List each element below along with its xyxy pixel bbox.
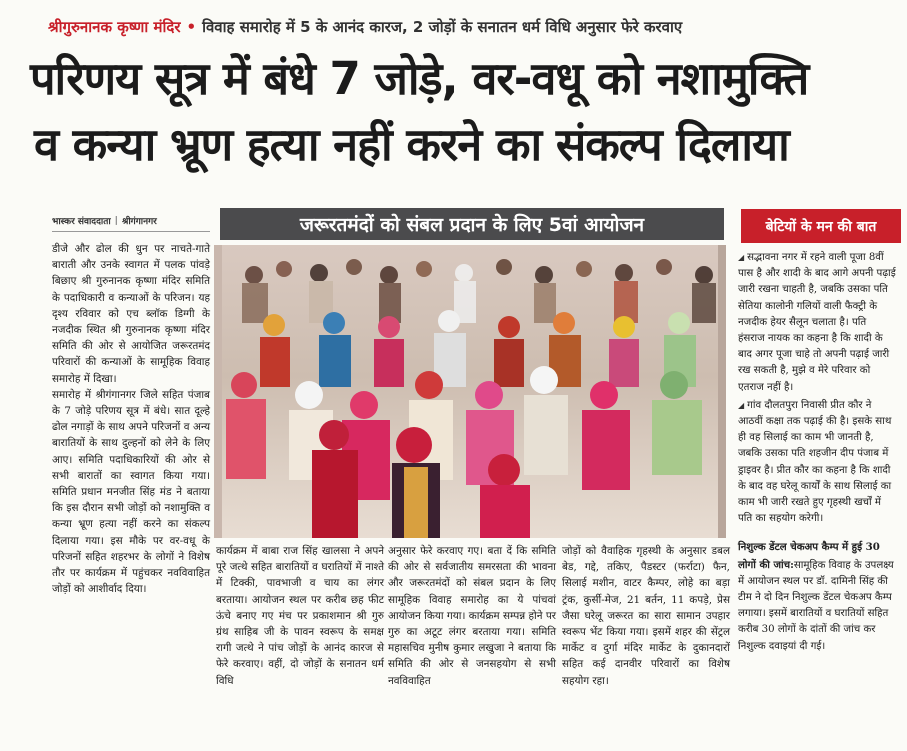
bullet-icon: ◢	[738, 400, 745, 410]
section-title-bar: जरूरतमंदों को संबल प्रदान के लिए 5वां आयोजन	[220, 208, 724, 240]
column-1-paragraph-2: समारोह में श्रीगंगानगर जिले सहित पंजाब के 7 जोड़े परिणय सूत्र में बंधे। सात दूल्हे ढोल नगाड़ों के साथ अपने परिजनों व अन्य बारातियों के साथ दुल्हनों को लेने के लिए आए। समिति पदाधिकारियों की ओर से सभी बारातों का स्वागत किया गया। समिति प्रधान मनजीत सिंह मंड ने बताया कि इस दौरान सभी जोड़ों को नशामुक्ति व कन्या भ्रूण हत्या नहीं करने का संकल्प दिलाया गया। इस मौके पर वर-वधू के परिजनों सहित शहरभर के लोगों ने विशेष तौर पर कार्यक्रम में पहुंचकर नवविवाहित जोड़ों को आशीर्वाद दिया।	[52, 388, 210, 596]
article-column-1	[52, 241, 210, 597]
headline-line-1: परिणय सूत्र में बंधे 7 जोड़े, वर-वधू को नशामुक्ति	[30, 52, 809, 105]
kicker-text: विवाह समारोह में 5 के आनंद कारज, 2 जोड़ों के सनातन धर्म विधि अनुसार फेरे करवाए	[202, 18, 683, 36]
headline-line-2: व कन्या भ्रूण हत्या नहीं करने का संकल्प दिलाया	[34, 118, 789, 171]
byline	[52, 210, 210, 232]
article-column-3: अनुसार फेरे करवाए गए। बता दें कि समिति की ओर से सर्वजातीय समरसता की भावना और जरूरतमंदों को संबल प्रदान के लिए सामूहिक विवाह समारोह का ये पांचवां आयोजन किया गया। कार्यक्रम सम्पन्न होने पर गुरु का अटूट लंगर बरताया गया। समिति महासचिव मुनीष कुमार लखुजा ने बताया कि समिति की ओर से जनसहयोग से सभी नवविवाहित	[388, 545, 556, 687]
wedding-photo-illustration	[214, 245, 726, 538]
sidebar-column	[738, 250, 896, 657]
sidebar-paragraph-3	[738, 539, 896, 654]
kicker-line	[48, 12, 898, 42]
kicker-dot: •	[186, 18, 197, 36]
sidebar-subhead: निशुल्क डेंटल चेकअप कैम्प में हुई 30 लोगों की जांच:	[738, 541, 880, 571]
wedding-photo	[214, 245, 726, 538]
byline-separator: |	[114, 215, 118, 226]
sidebar-paragraph-1-text: सद्भावना नगर में रहने वाली पूजा 8वीं पास है और शादी के बाद आगे अपनी पढ़ाई जारी रखना चाहती है, जबकि उसका पति सेतिया कालोनी गलियों वाली फैक्ट्री के नजदीक हेयर सैलून चलाता है। पति हंसराज नायक का कहना है कि शादी के बाद अगर पूजा चाहे तो अपनी पढ़ाई जारी रख सकती है, मुझे व मेरे परिवार को एतराज नहीं है।	[738, 252, 896, 393]
sidebar-paragraph-2-text: गांव दौलतपुरा निवासी प्रीत कौर ने आठवीं कक्षा तक पढ़ाई की है। इसके साथ ही वह सिलाई का काम भी जानती है, जबकि उसका पति शहजीन दीप पंजाब में ड्राइवर है। प्रीत कौर का कहना है कि शादी के बाद वह घरेलू कार्यों के साथ सिलाई का काम भी जारी रखते हुए गृहस्थी खर्चों में पति का सहयोग करेगी।	[738, 399, 892, 525]
kicker-place: श्रीगुरुनानक कृष्णा मंदिर	[48, 18, 181, 36]
column-1-paragraph-1: डीजे और ढोल की धुन पर नाचते-गाते बाराती और उनके स्वागत में पलक पांवड़े बिछाए श्री गुरुनानक कृष्णा मंदिर समिति के पदाधिकारी व कन्याओं के परिजन। यह दृश्य रविवार को एच ब्लॉक डिग्गी के नजदीक स्थित श्री गुरुनानक कृष्णा मंदिर समिति की ओर से आयोजित जरूरतमंद परिवारों की कन्याओं के सामूहिक विवाह समारोह में दिखा।	[52, 243, 210, 385]
sidebar-title: बेटियों के मन की बात	[741, 209, 901, 243]
headline	[30, 46, 890, 178]
article-column-4: जोड़ों को वैवाहिक गृहस्थी के अनुसार डबल बेड, गद्दे, तकिए, पैडस्टर (फर्राटा) फैन, सिलाई मशीन, वाटर कैम्पर, लोहे का बड़ा ट्रंक, कुर्सी-मेज, 21 बर्तन, 11 कपड़े, प्रेस जैसा घरेलू जरूरत का सारा सामान उपहार स्वरूप भेंट किया गया। इसमें शहर की सेंट्रल मार्केट व दुर्गा मंदिर मार्केट के दुकानदारों सहित कई दानवीर परिवारों का विशेष सहयोग रहा।	[562, 545, 730, 687]
sidebar-paragraph-2	[738, 398, 896, 528]
byline-agency: भास्कर संवाददाता	[52, 217, 111, 227]
sidebar-paragraph-3-text: सामूहिक विवाह के उपलक्ष्य में आयोजन स्थल पर डॉ. दामिनी सिंह की टीम ने दो दिन निशुल्क डेंटल चेकअप कैम्प लगाया। इसमें बारातियों व घरातियों सहित करीब 30 लोगों के दांतों की जांच कर निशुल्क दवाइयां दी गई।	[738, 559, 894, 652]
article-column-2: कार्यक्रम में बाबा राज सिंह खालसा ने अपने पूरे जत्थे सहित बारातियों व घरातियों में नाश्ते में टिक्की, पावभाजी व चाय का लंगर बरताया। आयोजन स्थल पर करीब छह फीट ऊंचे बनाए गए मंच पर प्रकाशमान श्री गुरु ग्रंथ साहिब जी के पावन स्वरूप के समक्ष रागी जत्थे ने पांच जोड़ों के आनंद कारज से फेरे करवाए। वहीं, दो जोड़ों के सनातन धर्म विधि	[216, 545, 384, 687]
sidebar-paragraph-1	[738, 250, 896, 396]
bullet-icon: ◢	[738, 253, 745, 262]
byline-city: श्रीगंगानगर	[121, 217, 157, 227]
